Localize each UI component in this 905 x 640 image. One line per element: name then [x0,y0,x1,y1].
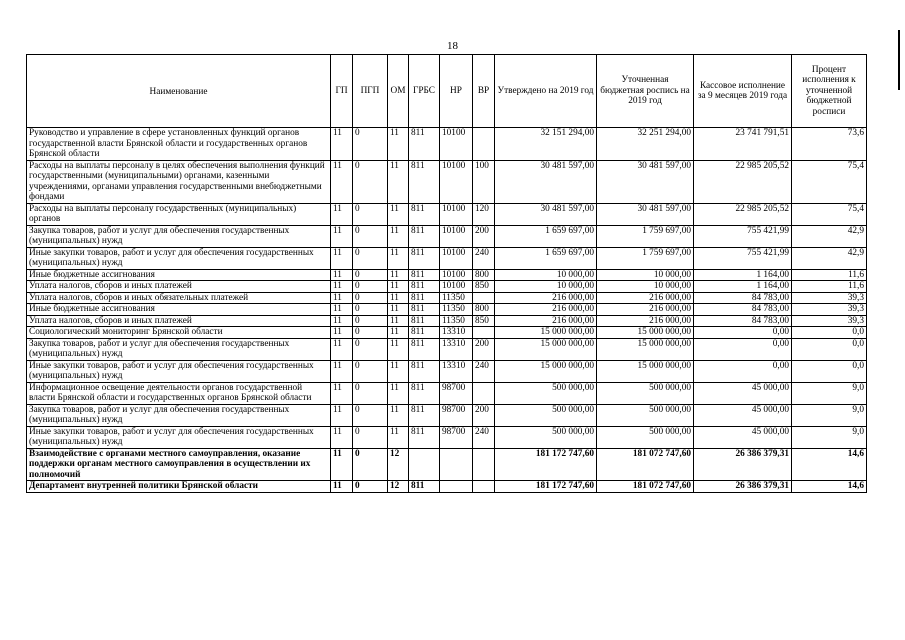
cell-grbs: 811 [409,481,440,493]
cell-cash: 0,00 [694,327,792,339]
cell-cash: 22 985 205,52 [694,160,792,203]
cell-name: Взаимодействие с органами местного самоуправления, оказание поддержки органам местного самоуправления в осуществлении их полномочий [27,448,331,481]
table-row [27,315,867,327]
cell-np: 13310 [440,327,473,339]
cell-grbs: 811 [409,338,440,360]
cell-om: 11 [388,304,409,316]
cell-ppgp: 0 [353,304,388,316]
cell-np: 98700 [440,404,473,426]
cell-grbs: 811 [409,304,440,316]
cell-cash: 45 000,00 [694,404,792,426]
cell-ppgp: 0 [353,426,388,448]
budget-table [26,54,867,493]
cell-np: 10100 [440,269,473,281]
cell-refined: 181 072 747,60 [597,448,694,481]
cell-name: Уплата налогов, сборов и иных платежей [27,315,331,327]
cell-cash: 22 985 205,52 [694,203,792,225]
table-row [27,281,867,293]
cell-om: 11 [388,203,409,225]
cell-percent: 9,0 [792,382,867,404]
cell-vr [473,448,495,481]
cell-name: Департамент внутренней политики Брянской области [27,481,331,493]
cell-vr: 240 [473,247,495,269]
cell-grbs: 811 [409,327,440,339]
cell-om: 11 [388,128,409,161]
cell-approved: 15 000 000,00 [495,327,597,339]
cell-refined: 500 000,00 [597,426,694,448]
cell-cash: 26 386 379,31 [694,448,792,481]
cell-name: Иные бюджетные ассигнования [27,304,331,316]
cell-grbs: 811 [409,269,440,281]
cell-ppgp: 0 [353,481,388,493]
cell-om: 11 [388,315,409,327]
cell-refined: 10 000,00 [597,269,694,281]
cell-name: Иные закупки товаров, работ и услуг для обеспечения государственных (муниципальных) нужд [27,360,331,382]
cell-ppgp: 0 [353,269,388,281]
cell-cash: 45 000,00 [694,426,792,448]
table-row [27,225,867,247]
cell-refined: 15 000 000,00 [597,360,694,382]
cell-approved: 32 151 294,00 [495,128,597,161]
cell-ppgp: 0 [353,360,388,382]
cell-name: Уплата налогов, сборов и иных платежей [27,281,331,293]
cell-grbs: 811 [409,292,440,304]
cell-ppgp: 0 [353,382,388,404]
cell-refined: 216 000,00 [597,315,694,327]
cell-ppgp: 0 [353,327,388,339]
cell-percent: 11,6 [792,269,867,281]
cell-gp: 11 [331,426,353,448]
header-ppgp: ПГП [353,55,388,128]
cell-vr [473,292,495,304]
cell-name: Расходы на выплаты персоналу в целях обеспечения выполнения функций государственными (муниципальными) органами, казенными учреждениями, органами управления государственными внебюджетными фондами [27,160,331,203]
header-row [27,55,867,128]
cell-vr: 240 [473,360,495,382]
cell-refined: 30 481 597,00 [597,160,694,203]
cell-gp: 11 [331,481,353,493]
cell-percent: 0,0 [792,327,867,339]
cell-grbs: 811 [409,382,440,404]
cell-om: 11 [388,382,409,404]
cell-vr: 200 [473,225,495,247]
header-cash: Кассовое исполнение за 9 месяцев 2019 года [694,55,792,128]
cell-np: 10100 [440,281,473,293]
cell-grbs: 811 [409,281,440,293]
cell-vr [473,382,495,404]
cell-np: 11350 [440,304,473,316]
cell-approved: 500 000,00 [495,404,597,426]
cell-approved: 10 000,00 [495,269,597,281]
cell-approved: 216 000,00 [495,292,597,304]
cell-np: 13310 [440,360,473,382]
cell-percent: 0,0 [792,360,867,382]
cell-name: Уплата налогов, сборов и иных обязательных платежей [27,292,331,304]
cell-np [440,448,473,481]
cell-vr: 240 [473,426,495,448]
cell-vr: 100 [473,160,495,203]
table-row [27,160,867,203]
cell-om: 11 [388,160,409,203]
cell-percent: 14,6 [792,448,867,481]
cell-vr [473,128,495,161]
cell-gp: 11 [331,360,353,382]
cell-om: 11 [388,327,409,339]
cell-gp: 11 [331,160,353,203]
cell-np: 10100 [440,203,473,225]
cell-om: 11 [388,292,409,304]
cell-np: 10100 [440,247,473,269]
cell-gp: 11 [331,327,353,339]
cell-ppgp: 0 [353,448,388,481]
cell-refined: 32 251 294,00 [597,128,694,161]
cell-np [440,481,473,493]
cell-name: Закупка товаров, работ и услуг для обеспечения государственных (муниципальных) нужд [27,404,331,426]
cell-grbs: 811 [409,426,440,448]
cell-cash: 0,00 [694,360,792,382]
cell-grbs: 811 [409,360,440,382]
cell-refined: 10 000,00 [597,281,694,293]
cell-approved: 10 000,00 [495,281,597,293]
cell-gp: 11 [331,338,353,360]
cell-grbs [409,448,440,481]
cell-refined: 15 000 000,00 [597,338,694,360]
cell-refined: 500 000,00 [597,382,694,404]
cell-approved: 216 000,00 [495,315,597,327]
table-row [27,338,867,360]
cell-om: 11 [388,281,409,293]
cell-approved: 181 172 747,60 [495,481,597,493]
cell-om: 11 [388,338,409,360]
cell-np: 98700 [440,382,473,404]
cell-np: 11350 [440,315,473,327]
cell-cash: 84 783,00 [694,304,792,316]
table-row [27,269,867,281]
cell-name: Информационное освещение деятельности органов государственной власти Брянской области и государственных органов Брянской области [27,382,331,404]
cell-ppgp: 0 [353,281,388,293]
cell-gp: 11 [331,225,353,247]
cell-refined: 216 000,00 [597,304,694,316]
table-row [27,360,867,382]
header-refined: Уточненная бюджетная роспись на 2019 год [597,55,694,128]
cell-gp: 11 [331,128,353,161]
cell-ppgp: 0 [353,404,388,426]
cell-approved: 1 659 697,00 [495,225,597,247]
cell-percent: 42,9 [792,225,867,247]
cell-gp: 11 [331,269,353,281]
cell-percent: 39,3 [792,304,867,316]
cell-percent: 0,0 [792,338,867,360]
cell-refined: 1 759 697,00 [597,247,694,269]
cell-vr: 850 [473,281,495,293]
cell-np: 11350 [440,292,473,304]
cell-gp: 11 [331,404,353,426]
cell-gp: 11 [331,448,353,481]
cell-cash: 45 000,00 [694,382,792,404]
cell-np: 10100 [440,160,473,203]
table-row [27,292,867,304]
cell-om: 12 [388,448,409,481]
cell-refined: 30 481 597,00 [597,203,694,225]
table-row [27,382,867,404]
cell-gp: 11 [331,281,353,293]
cell-ppgp: 0 [353,247,388,269]
cell-cash: 1 164,00 [694,269,792,281]
cell-np: 10100 [440,128,473,161]
cell-name: Социологический мониторинг Брянской области [27,327,331,339]
cell-gp: 11 [331,247,353,269]
cell-percent: 11,6 [792,281,867,293]
cell-name: Закупка товаров, работ и услуг для обеспечения государственных (муниципальных) нужд [27,338,331,360]
cell-approved: 30 481 597,00 [495,203,597,225]
cell-vr [473,327,495,339]
cell-ppgp: 0 [353,315,388,327]
cell-vr: 800 [473,304,495,316]
header-gp: ГП [331,55,353,128]
table-row [27,448,867,481]
cell-grbs: 811 [409,404,440,426]
cell-cash: 84 783,00 [694,292,792,304]
cell-refined: 216 000,00 [597,292,694,304]
cell-ppgp: 0 [353,203,388,225]
cell-approved: 500 000,00 [495,382,597,404]
cell-np: 13310 [440,338,473,360]
cell-cash: 0,00 [694,338,792,360]
cell-percent: 75,4 [792,160,867,203]
cell-ppgp: 0 [353,225,388,247]
cell-name: Руководство и управление в сфере установленных функций органов государственной власти Брянской области и государственных органов Брянской области [27,128,331,161]
cell-approved: 500 000,00 [495,426,597,448]
cell-vr: 850 [473,315,495,327]
cell-cash: 755 421,99 [694,225,792,247]
cell-percent: 39,3 [792,315,867,327]
cell-grbs: 811 [409,247,440,269]
header-grbs: ГРБС [409,55,440,128]
table-row [27,426,867,448]
header-vr: ВР [473,55,495,128]
cell-refined: 500 000,00 [597,404,694,426]
header-approved: Утверждено на 2019 год [495,55,597,128]
page-number: 18 [447,40,458,52]
cell-vr: 800 [473,269,495,281]
cell-approved: 15 000 000,00 [495,338,597,360]
table-row [27,481,867,493]
header-name: Наименование [27,55,331,128]
cell-name: Иные закупки товаров, работ и услуг для обеспечения государственных (муниципальных) нужд [27,426,331,448]
table-row [27,304,867,316]
cell-approved: 15 000 000,00 [495,360,597,382]
cell-refined: 15 000 000,00 [597,327,694,339]
cell-percent: 42,9 [792,247,867,269]
cell-grbs: 811 [409,315,440,327]
cell-percent: 75,4 [792,203,867,225]
cell-percent: 39,3 [792,292,867,304]
cell-name: Иные закупки товаров, работ и услуг для обеспечения государственных (муниципальных) нужд [27,247,331,269]
cell-vr: 120 [473,203,495,225]
table-row [27,327,867,339]
cell-approved: 181 172 747,60 [495,448,597,481]
cell-om: 11 [388,269,409,281]
cell-ppgp: 0 [353,128,388,161]
table-row [27,404,867,426]
cell-approved: 216 000,00 [495,304,597,316]
cell-cash: 755 421,99 [694,247,792,269]
cell-cash: 26 386 379,31 [694,481,792,493]
cell-vr: 200 [473,338,495,360]
cell-np: 98700 [440,426,473,448]
page-edge-line [898,30,900,90]
header-om: ОМ [388,55,409,128]
cell-gp: 11 [331,382,353,404]
cell-om: 11 [388,426,409,448]
cell-percent: 73,6 [792,128,867,161]
cell-ppgp: 0 [353,292,388,304]
header-np: НР [440,55,473,128]
cell-percent: 14,6 [792,481,867,493]
cell-om: 11 [388,247,409,269]
cell-ppgp: 0 [353,338,388,360]
cell-om: 11 [388,225,409,247]
table-row [27,128,867,161]
cell-vr: 200 [473,404,495,426]
cell-gp: 11 [331,292,353,304]
cell-grbs: 811 [409,160,440,203]
cell-gp: 11 [331,304,353,316]
cell-cash: 84 783,00 [694,315,792,327]
cell-grbs: 811 [409,203,440,225]
table-row [27,247,867,269]
cell-cash: 23 741 791,51 [694,128,792,161]
table-row [27,203,867,225]
cell-om: 11 [388,404,409,426]
cell-refined: 181 072 747,60 [597,481,694,493]
cell-approved: 30 481 597,00 [495,160,597,203]
cell-np: 10100 [440,225,473,247]
cell-gp: 11 [331,315,353,327]
cell-name: Расходы на выплаты персоналу государственных (муниципальных) органов [27,203,331,225]
cell-name: Иные бюджетные ассигнования [27,269,331,281]
cell-gp: 11 [331,203,353,225]
cell-refined: 1 759 697,00 [597,225,694,247]
cell-om: 11 [388,360,409,382]
cell-cash: 1 164,00 [694,281,792,293]
cell-approved: 1 659 697,00 [495,247,597,269]
cell-name: Закупка товаров, работ и услуг для обеспечения государственных (муниципальных) нужд [27,225,331,247]
cell-ppgp: 0 [353,160,388,203]
cell-grbs: 811 [409,128,440,161]
cell-percent: 9,0 [792,426,867,448]
cell-percent: 9,0 [792,404,867,426]
cell-vr [473,481,495,493]
cell-om: 12 [388,481,409,493]
cell-grbs: 811 [409,225,440,247]
header-percent: Процент исполнения к уточненной бюджетной росписи [792,55,867,128]
